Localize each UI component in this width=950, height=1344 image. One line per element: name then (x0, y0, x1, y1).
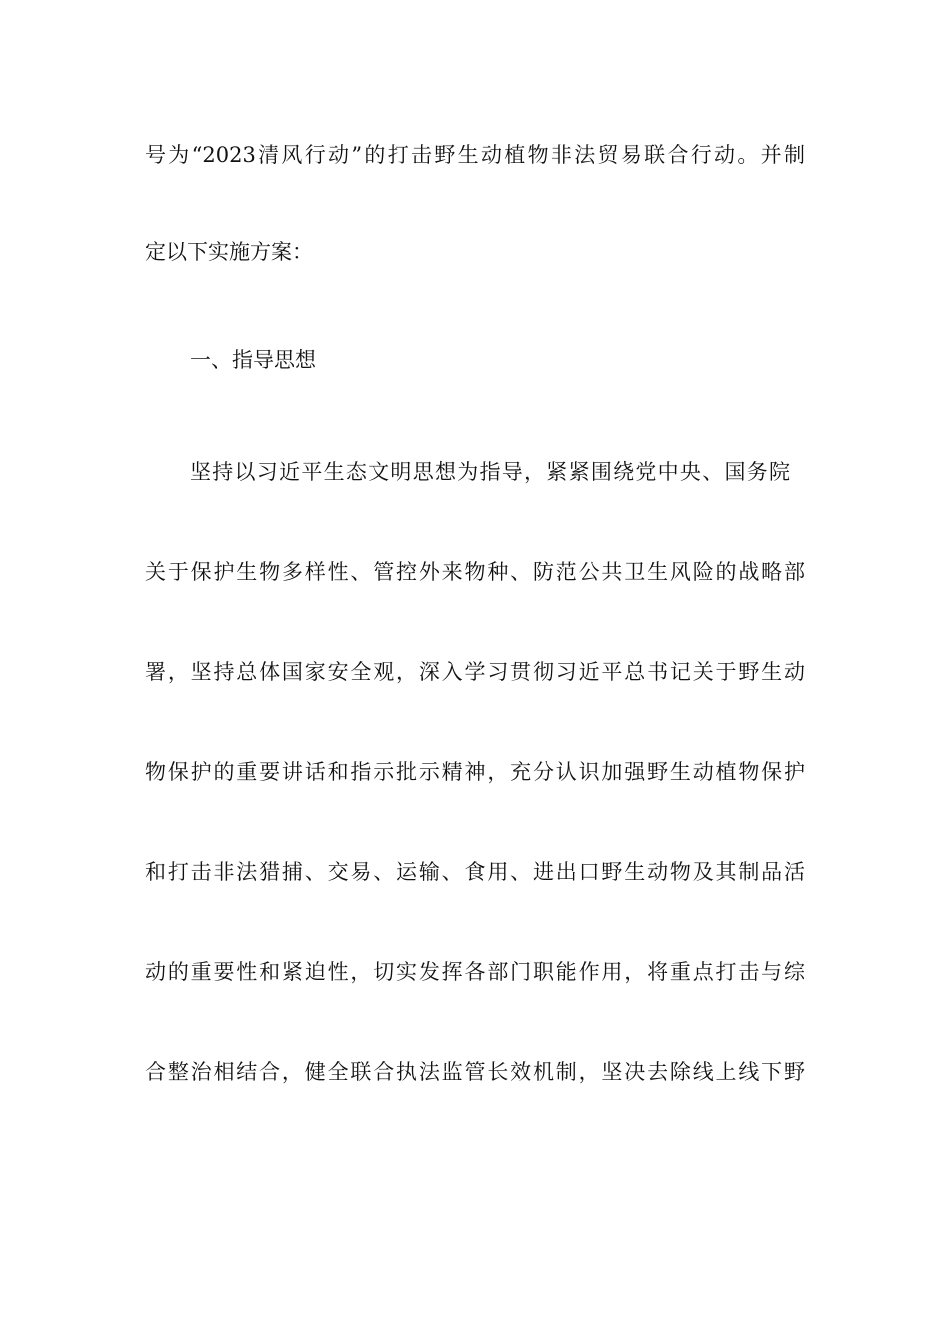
paragraph-line-1: 号为“2023清风行动”的打击野生动植物非法贸易联合行动。并制 (145, 143, 805, 167)
paragraph-line-7: 和打击非法猎捕、交易、运输、食用、进出口野生动物及其制品活 (145, 860, 805, 884)
paragraph-line-4: 关于保护生物多样性、管控外来物种、防范公共卫生风险的战略部 (145, 560, 805, 584)
paragraph-line-3: 坚持以习近平生态文明思想为指导，紧紧围绕党中央、国务院 (190, 460, 790, 484)
paragraph-line-8: 动的重要性和紧迫性，切实发挥各部门职能作用，将重点打击与综 (145, 960, 805, 984)
paragraph-line-6: 物保护的重要讲话和指示批示精神，充分认识加强野生动植物保护 (145, 760, 805, 784)
paragraph-line-5: 署，坚持总体国家安全观，深入学习贯彻习近平总书记关于野生动 (145, 660, 805, 684)
paragraph-line-9: 合整治相结合，健全联合执法监管长效机制，坚决去除线上线下野 (145, 1060, 805, 1084)
section-heading: 一、指导思想 (190, 348, 316, 372)
paragraph-line-2: 定以下实施方案： (145, 240, 313, 264)
